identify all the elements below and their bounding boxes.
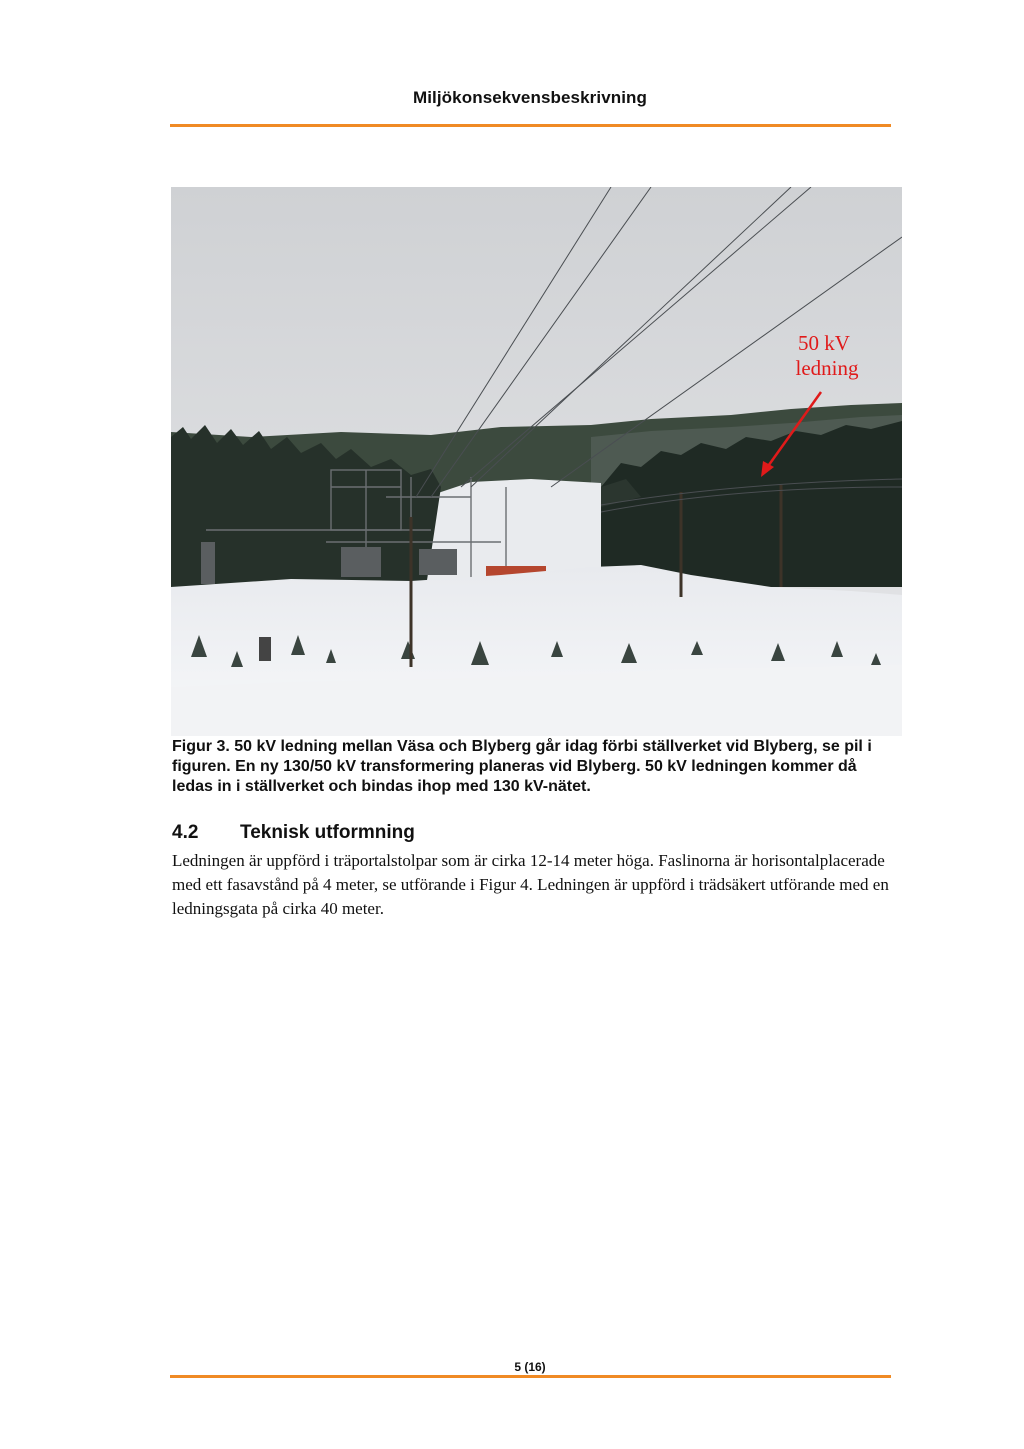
section-heading <box>172 822 415 844</box>
section-title: Teknisk utformning <box>240 822 415 843</box>
section-body-paragraph: Ledningen är uppförd i träportalstolpar som är cirka 12-14 meter höga. Faslinorna är horisontalplacerade med ett fasavstånd på 4 meter, se utförande i Figur 4. Ledningen är uppförd i trädsäkert utförande med en ledningsgata på cirka 40 meter. <box>172 851 889 918</box>
section-number: 4.2 <box>172 822 199 843</box>
snowy-substation-photo <box>171 187 902 736</box>
footer-divider <box>170 1375 891 1378</box>
document-header-title: Miljökonsekvensbeskrivning <box>412 88 648 107</box>
figure-caption: Figur 3. 50 kV ledning mellan Väsa och Blyberg går idag förbi ställverket vid Blyberg, se pil i figuren. En ny 130/50 kV transformering planeras vid Blyberg. 50 kV ledningen kommer då ledas in i ställverket och bindas ihop med 130 kV-nätet. <box>172 738 872 795</box>
annotation-line1: 50 kV <box>798 331 850 355</box>
annotation-line2: ledning <box>795 356 859 380</box>
figure-photo <box>171 187 902 736</box>
header-divider <box>170 124 891 127</box>
page-number: 5 (16) <box>514 1360 546 1374</box>
